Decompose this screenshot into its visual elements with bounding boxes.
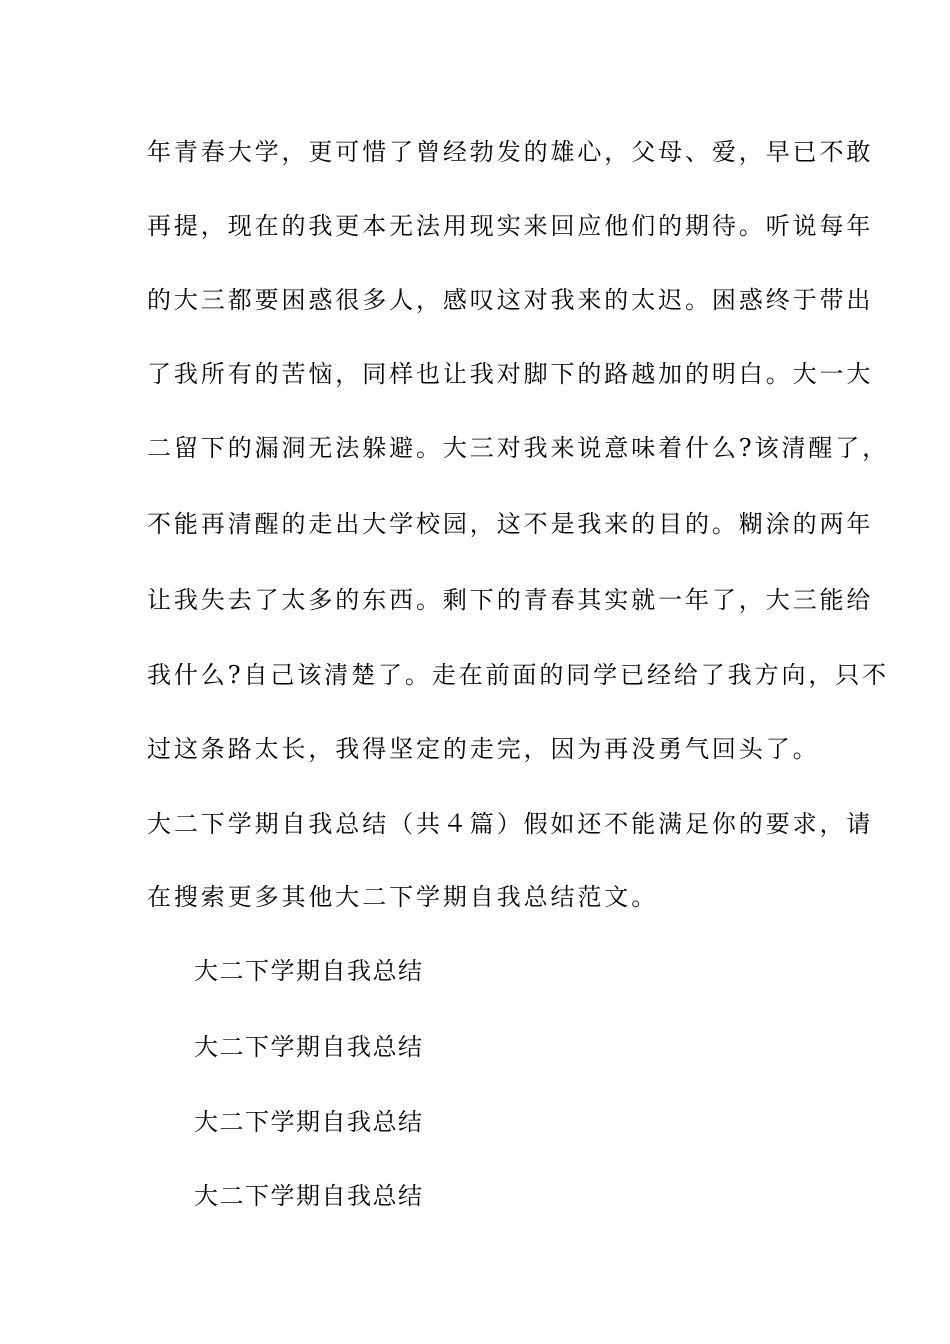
related-article-link[interactable]: 大二下学期自我总结 [194,1182,424,1210]
paragraph-line: 二留下的漏洞无法躲避。大三对我来说意味着什么?该清醒了， [147,434,890,462]
paragraph-line: 的大三都要困惑很多人，感叹这对我来的太迟。困惑终于带出 [147,286,874,314]
paragraph-line: 了我所有的苦恼，同样也让我对脚下的路越加的明白。大一大 [147,360,874,388]
paragraph-line: 我什么?自己该清楚了。走在前面的同学已经给了我方向，只不 [147,661,890,689]
related-article-link[interactable]: 大二下学期自我总结 [194,957,424,985]
paragraph-line: 不能再清醒的走出大学校园，这不是我来的目的。糊涂的两年 [147,510,874,538]
intro-line: 在搜索更多其他大二下学期自我总结范文。 [147,883,659,911]
related-article-link[interactable]: 大二下学期自我总结 [194,1108,424,1136]
paragraph-line: 过这条路太长，我得坚定的走完，因为再没勇气回头了。 [147,735,820,763]
related-article-link[interactable]: 大二下学期自我总结 [194,1033,424,1061]
paragraph-line: 再提，现在的我更本无法用现实来回应他们的期待。听说每年 [147,212,874,240]
paragraph-line: 年青春大学，更可惜了曾经勃发的雄心，父母、爱，早已不敢 [147,138,874,166]
intro-line: 大二下学期自我总结（共４篇）假如还不能满足你的要求，请 [147,810,874,838]
paragraph-line: 让我失去了太多的东西。剩下的青春其实就一年了，大三能给 [147,586,874,614]
